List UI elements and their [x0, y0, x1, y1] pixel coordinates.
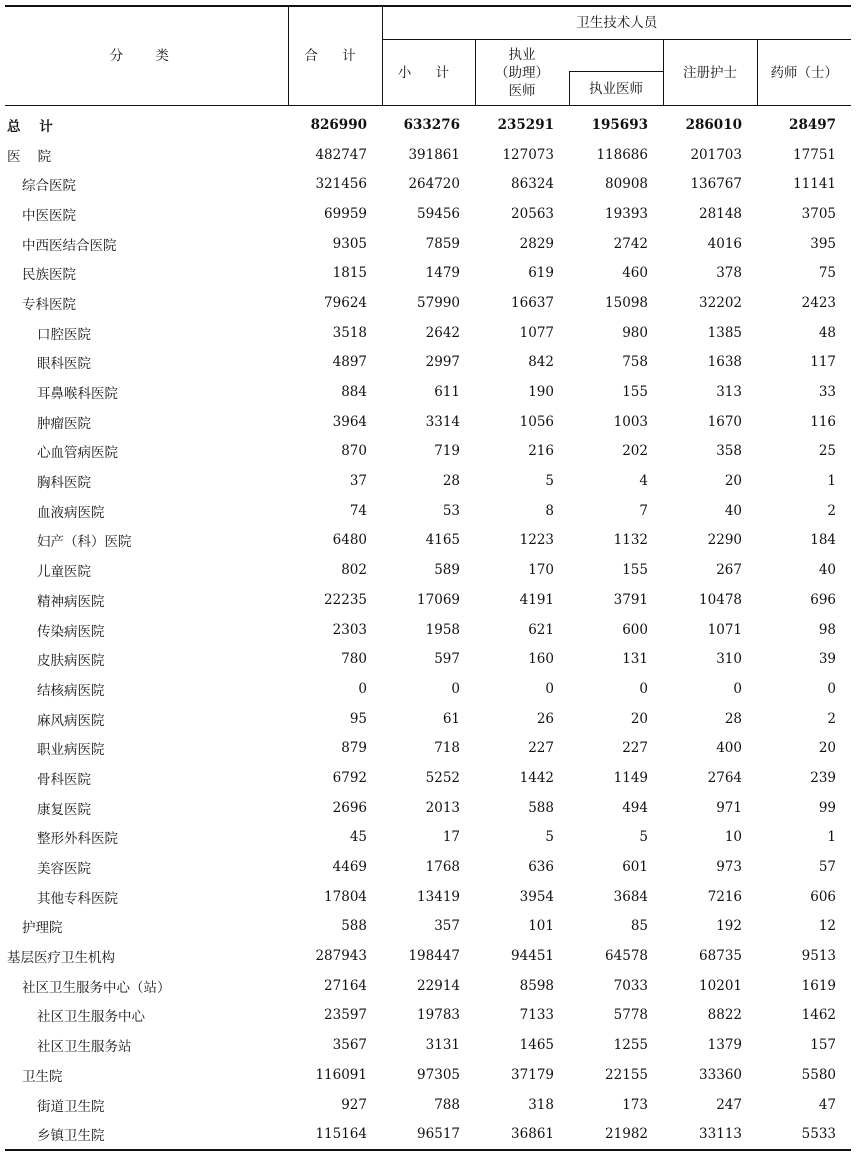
cell-registered-nurse: 40 [724, 502, 742, 519]
table-row [5, 318, 851, 348]
cell-registered-nurse: 8822 [707, 1007, 742, 1024]
cell-practicing-assistant-physician: 86324 [511, 176, 554, 193]
cell-total: 6480 [332, 532, 367, 549]
cell-registered-nurse: 10 [724, 829, 742, 846]
cell-practicing-assistant-physician: 842 [528, 354, 554, 371]
table-row [5, 288, 851, 318]
table-row [5, 1119, 851, 1150]
cell-practicing-physician: 227 [622, 740, 648, 757]
row-label: 社区卫生服务中心（站） [22, 979, 171, 996]
cell-practicing-physician: 155 [622, 562, 648, 579]
cell-total: 37 [349, 473, 367, 490]
cell-practicing-assistant-physician: 26 [536, 710, 554, 727]
cell-subtotal: 0 [451, 680, 460, 697]
cell-practicing-assistant-physician: 5 [545, 829, 554, 846]
cell-total: 884 [341, 384, 367, 401]
table-row [5, 466, 851, 496]
cell-practicing-physician: 1003 [613, 413, 648, 430]
cell-practicing-assistant-physician: 8598 [519, 977, 554, 994]
cell-pharmacist: 47 [818, 1096, 837, 1113]
cell-subtotal: 1958 [425, 621, 460, 638]
cell-practicing-physician: 118686 [596, 146, 648, 163]
cell-pharmacist: 1 [827, 473, 837, 490]
cell-practicing-assistant-physician: 216 [528, 443, 554, 460]
cell-total: 879 [341, 740, 367, 757]
cell-total: 287943 [315, 948, 367, 965]
cell-practicing-physician: 19393 [605, 205, 648, 222]
row-label: 社区卫生服务站 [37, 1039, 132, 1056]
cell-practicing-assistant-physician: 235291 [497, 116, 554, 133]
row-label: 胸科医院 [37, 475, 91, 492]
cell-subtotal: 61 [442, 710, 460, 727]
cell-registered-nurse: 33360 [699, 1066, 742, 1083]
cell-total: 321456 [315, 176, 367, 193]
header-category: 分 类 [5, 6, 288, 106]
cell-practicing-assistant-physician: 8 [545, 502, 554, 519]
table-row [5, 169, 851, 199]
cell-total: 2696 [332, 799, 367, 816]
cell-pharmacist: 2 [827, 710, 837, 727]
cell-practicing-assistant-physician: 127073 [502, 146, 554, 163]
row-label: 卫生院 [22, 1068, 63, 1085]
cell-total: 74 [349, 502, 367, 519]
cell-total: 3964 [332, 413, 367, 430]
cell-practicing-assistant-physician: 170 [528, 562, 554, 579]
header-practicing-assistant [475, 40, 569, 106]
cell-pharmacist: 5533 [757, 1119, 851, 1150]
cell-practicing-physician: 1132 [613, 532, 648, 549]
header-health-tech-staff: 卫生技术人员 [382, 6, 851, 40]
cell-practicing-assistant-physician: 160 [528, 651, 554, 668]
cell-registered-nurse: 313 [716, 384, 742, 401]
cell-pharmacist: 2 [827, 502, 837, 519]
header-pharmacist: 药师（士） [757, 40, 851, 106]
table-row [5, 733, 851, 763]
cell-registered-nurse: 1379 [707, 1037, 742, 1054]
cell-total: 17804 [324, 888, 367, 905]
cell-total: 927 [341, 1096, 367, 1113]
cell-pharmacist: 20 [818, 740, 837, 757]
table-row [5, 1001, 851, 1031]
cell-registered-nurse: 247 [716, 1096, 742, 1113]
cell-total: 4469 [332, 859, 367, 876]
cell-registered-nurse: 68735 [699, 948, 742, 965]
cell-subtotal: 2997 [425, 354, 460, 371]
row-label: 皮肤病医院 [37, 653, 105, 670]
cell-registered-nurse: 267 [716, 562, 742, 579]
cell-total: 588 [341, 918, 367, 935]
cell-practicing-physician: 195693 [591, 116, 648, 133]
cell-practicing-physician: 15098 [605, 294, 648, 311]
cell-pharmacist: 696 [810, 591, 837, 608]
cell-subtotal: 357 [434, 918, 460, 935]
row-label: 民族医院 [22, 267, 76, 284]
cell-registered-nurse: 4016 [707, 235, 742, 252]
cell-subtotal: 5252 [425, 769, 460, 786]
row-label: 基层医疗卫生机构 [7, 950, 115, 967]
cell-registered-nurse: 28148 [699, 205, 742, 222]
cell-practicing-physician: 3791 [613, 591, 648, 608]
table-body [5, 106, 851, 1151]
row-label: 社区卫生服务中心 [37, 1009, 145, 1026]
cell-total: 870 [341, 443, 367, 460]
cell-practicing-physician: 155 [622, 384, 648, 401]
cell-practicing-assistant-physician: 16637 [511, 294, 554, 311]
cell-subtotal: 97305 [417, 1066, 460, 1083]
cell-practicing-assistant-physician: 94451 [511, 948, 554, 965]
cell-registered-nurse: 10478 [699, 591, 742, 608]
row-label: 其他专科医院 [37, 890, 118, 907]
table-row [5, 377, 851, 407]
table-row [5, 1060, 851, 1090]
cell-pharmacist: 99 [818, 799, 837, 816]
cell-pharmacist: 395 [810, 235, 837, 252]
table-row [5, 615, 851, 645]
cell-registered-nurse: 2764 [707, 769, 742, 786]
table-row [5, 348, 851, 378]
cell-registered-nurse: 192 [716, 918, 742, 935]
cell-pharmacist: 239 [810, 769, 837, 786]
table-row [5, 407, 851, 437]
health-staff-table [5, 5, 851, 1151]
cell-practicing-assistant-physician: 3954 [519, 888, 554, 905]
cell-pharmacist: 606 [810, 888, 837, 905]
cell-practicing-assistant-physician: 36861 [475, 1119, 569, 1150]
row-label: 口腔医院 [37, 326, 91, 343]
table-row [5, 704, 851, 734]
cell-subtotal: 391861 [408, 146, 460, 163]
cell-pharmacist: 33 [818, 384, 837, 401]
cell-registered-nurse: 310 [716, 651, 742, 668]
cell-practicing-physician: 2742 [613, 235, 648, 252]
cell-total: 780 [341, 651, 367, 668]
cell-subtotal: 788 [434, 1096, 460, 1113]
row-label: 中医医院 [22, 207, 76, 224]
row-label: 妇产（科）医院 [37, 534, 132, 551]
cell-practicing-physician: 3684 [613, 888, 648, 905]
cell-subtotal: 19783 [417, 1007, 460, 1024]
table-row [5, 258, 851, 288]
cell-practicing-assistant-physician: 1465 [519, 1037, 554, 1054]
table-row [5, 1090, 851, 1120]
header-subtotal: 小 计 [382, 40, 475, 106]
row-label: 麻风病医院 [37, 712, 105, 729]
row-label: 传染病医院 [37, 623, 105, 640]
cell-subtotal: 633276 [403, 116, 460, 133]
cell-practicing-physician: 980 [622, 324, 648, 341]
cell-total: 3567 [332, 1037, 367, 1054]
cell-registered-nurse: 971 [716, 799, 742, 816]
cell-registered-nurse: 358 [716, 443, 742, 460]
row-label: 护理院 [22, 920, 63, 937]
cell-practicing-physician: 5778 [613, 1007, 648, 1024]
cell-total: 1815 [332, 265, 367, 282]
cell-registered-nurse: 1385 [707, 324, 742, 341]
cell-registered-nurse: 33113 [663, 1119, 757, 1150]
cell-total: 27164 [324, 977, 367, 994]
cell-practicing-assistant-physician: 227 [528, 740, 554, 757]
cell-subtotal: 1479 [425, 265, 460, 282]
cell-practicing-physician: 85 [630, 918, 648, 935]
row-label: 血液病医院 [37, 504, 105, 521]
row-label: 总 计 [7, 118, 53, 135]
cell-practicing-assistant-physician: 101 [528, 918, 554, 935]
cell-practicing-assistant-physician: 7133 [519, 1007, 554, 1024]
cell-pharmacist: 3705 [801, 205, 837, 222]
cell-pharmacist: 12 [818, 918, 837, 935]
cell-practicing-physician: 5 [639, 829, 648, 846]
cell-subtotal: 198447 [408, 948, 460, 965]
cell-subtotal: 611 [434, 384, 460, 401]
row-label: 职业病医院 [37, 742, 105, 759]
row-label: 精神病医院 [37, 593, 105, 610]
cell-subtotal: 2642 [425, 324, 460, 341]
table-row [5, 585, 851, 615]
cell-registered-nurse: 378 [716, 265, 742, 282]
cell-practicing-physician: 20 [630, 710, 648, 727]
row-label: 综合医院 [22, 178, 76, 195]
cell-subtotal: 2013 [425, 799, 460, 816]
row-label: 乡镇卫生院 [5, 1119, 288, 1150]
cell-subtotal: 28 [442, 473, 460, 490]
cell-pharmacist: 48 [818, 324, 837, 341]
row-label: 肿瘤医院 [37, 415, 91, 432]
table-row [5, 674, 851, 704]
cell-subtotal: 13419 [417, 888, 460, 905]
cell-subtotal: 589 [434, 562, 460, 579]
cell-pharmacist: 0 [827, 680, 837, 697]
header-practicing-assistant-line2: （助理） [495, 64, 549, 81]
cell-subtotal: 718 [434, 740, 460, 757]
cell-pharmacist: 75 [818, 265, 837, 282]
cell-practicing-assistant-physician: 20563 [511, 205, 554, 222]
row-label: 儿童医院 [37, 564, 91, 581]
cell-practicing-physician: 22155 [605, 1066, 648, 1083]
header-practicing-assistant-line1: 执业 [508, 46, 536, 63]
row-label: 心血管病医院 [37, 445, 118, 462]
cell-pharmacist: 2423 [801, 294, 837, 311]
cell-practicing-physician: 1255 [613, 1037, 648, 1054]
cell-registered-nurse: 2290 [707, 532, 742, 549]
table-row [5, 912, 851, 942]
cell-total: 45 [349, 829, 367, 846]
cell-practicing-assistant-physician: 636 [528, 859, 554, 876]
cell-subtotal: 17 [442, 829, 460, 846]
table-row [5, 763, 851, 793]
cell-pharmacist: 1 [827, 829, 837, 846]
cell-total: 4897 [332, 354, 367, 371]
cell-total: 69959 [324, 205, 367, 222]
cell-practicing-physician: 4 [639, 473, 648, 490]
cell-registered-nurse: 0 [733, 680, 742, 697]
cell-total: 826990 [310, 116, 367, 133]
table-row [5, 1030, 851, 1060]
cell-practicing-physician: 460 [622, 265, 648, 282]
cell-subtotal: 96517 [382, 1119, 475, 1150]
cell-practicing-assistant-physician: 318 [528, 1096, 554, 1113]
cell-practicing-assistant-physician: 1056 [519, 413, 554, 430]
table-row [5, 199, 851, 229]
header-total: 合 计 [288, 6, 382, 106]
cell-registered-nurse: 28 [724, 710, 742, 727]
cell-pharmacist: 116 [810, 413, 837, 430]
cell-pharmacist: 1462 [801, 1007, 837, 1024]
cell-practicing-physician: 1149 [613, 769, 648, 786]
cell-pharmacist: 157 [810, 1037, 837, 1054]
cell-pharmacist: 9513 [801, 948, 837, 965]
row-label: 结核病医院 [37, 682, 105, 699]
cell-pharmacist: 40 [818, 562, 837, 579]
cell-practicing-physician: 600 [622, 621, 648, 638]
cell-pharmacist: 28497 [789, 116, 837, 133]
cell-pharmacist: 184 [810, 532, 837, 549]
cell-practicing-physician: 0 [639, 680, 648, 697]
cell-practicing-physician: 7033 [613, 977, 648, 994]
cell-registered-nurse: 7216 [707, 888, 742, 905]
cell-registered-nurse: 1670 [707, 413, 742, 430]
cell-total: 9305 [332, 235, 367, 252]
cell-subtotal: 1768 [425, 859, 460, 876]
cell-practicing-assistant-physician: 190 [528, 384, 554, 401]
table-row [5, 823, 851, 853]
cell-pharmacist: 1619 [801, 977, 837, 994]
cell-subtotal: 57990 [417, 294, 460, 311]
table-row [5, 140, 851, 170]
row-label: 骨科医院 [37, 771, 91, 788]
cell-subtotal: 597 [434, 651, 460, 668]
table-row [5, 941, 851, 971]
cell-total: 23597 [324, 1007, 367, 1024]
cell-registered-nurse: 973 [716, 859, 742, 876]
cell-practicing-physician: 202 [622, 443, 648, 460]
table-row [5, 526, 851, 556]
cell-pharmacist: 117 [810, 354, 837, 371]
cell-pharmacist: 57 [818, 859, 837, 876]
cell-practicing-physician: 64578 [605, 948, 648, 965]
cell-total: 115164 [288, 1119, 382, 1150]
cell-total: 95 [349, 710, 367, 727]
cell-total: 116091 [315, 1066, 367, 1083]
table-row [5, 555, 851, 585]
cell-registered-nurse: 1071 [707, 621, 742, 638]
cell-pharmacist: 17751 [793, 146, 837, 163]
row-label: 整形外科医院 [37, 831, 118, 848]
cell-pharmacist: 5580 [801, 1066, 837, 1083]
cell-practicing-assistant-physician: 588 [528, 799, 554, 816]
row-label: 街道卫生院 [37, 1098, 105, 1115]
cell-total: 6792 [332, 769, 367, 786]
cell-practicing-assistant-physician: 1442 [519, 769, 554, 786]
cell-registered-nurse: 136767 [690, 176, 742, 193]
cell-total: 22235 [324, 591, 367, 608]
cell-pharmacist: 25 [818, 443, 837, 460]
cell-registered-nurse: 286010 [685, 116, 742, 133]
cell-total: 802 [341, 562, 367, 579]
cell-practicing-physician: 173 [622, 1096, 648, 1113]
cell-practicing-assistant-physician: 621 [528, 621, 554, 638]
table-row [5, 644, 851, 674]
header-practicing-physician: 执业医师 [569, 72, 663, 106]
cell-practicing-assistant-physician: 1077 [519, 324, 554, 341]
cell-subtotal: 3131 [425, 1037, 460, 1054]
cell-practicing-assistant-physician: 2829 [519, 235, 554, 252]
row-label: 康复医院 [37, 801, 91, 818]
cell-pharmacist: 11141 [793, 176, 837, 193]
cell-registered-nurse: 20 [724, 473, 742, 490]
cell-subtotal: 719 [434, 443, 460, 460]
cell-total: 2303 [332, 621, 367, 638]
table-row [5, 793, 851, 823]
cell-subtotal: 22914 [417, 977, 460, 994]
cell-practicing-physician: 601 [622, 859, 648, 876]
cell-pharmacist: 39 [818, 651, 837, 668]
row-label: 中西医结合医院 [22, 237, 117, 254]
cell-pharmacist: 98 [818, 621, 837, 638]
table-row [5, 437, 851, 467]
table-row [5, 882, 851, 912]
cell-practicing-physician: 758 [622, 354, 648, 371]
cell-subtotal: 7859 [425, 235, 460, 252]
cell-subtotal: 59456 [417, 205, 460, 222]
cell-registered-nurse: 400 [716, 740, 742, 757]
cell-practicing-physician: 21982 [569, 1119, 663, 1150]
cell-subtotal: 264720 [408, 176, 460, 193]
cell-practicing-assistant-physician: 4191 [519, 591, 554, 608]
table-row [5, 106, 851, 140]
cell-practicing-assistant-physician: 5 [545, 473, 554, 490]
cell-practicing-physician: 80908 [605, 176, 648, 193]
cell-subtotal: 4165 [425, 532, 460, 549]
table-row [5, 229, 851, 259]
cell-total: 79624 [324, 294, 367, 311]
cell-registered-nurse: 201703 [690, 146, 742, 163]
header-practicing-assistant-line3: 医师 [508, 82, 536, 99]
row-label: 耳鼻喉科医院 [37, 386, 118, 403]
cell-subtotal: 53 [442, 502, 460, 519]
cell-total: 482747 [315, 146, 367, 163]
row-label: 美容医院 [37, 861, 91, 878]
table-row [5, 971, 851, 1001]
cell-subtotal: 3314 [425, 413, 460, 430]
table-row [5, 496, 851, 526]
row-label: 医 院 [7, 148, 52, 165]
cell-subtotal: 17069 [417, 591, 460, 608]
cell-practicing-physician: 131 [622, 651, 648, 668]
cell-practicing-physician: 7 [639, 502, 648, 519]
cell-practicing-assistant-physician: 1223 [519, 532, 554, 549]
cell-total: 3518 [332, 324, 367, 341]
cell-practicing-assistant-physician: 0 [545, 680, 554, 697]
cell-registered-nurse: 1638 [707, 354, 742, 371]
cell-practicing-assistant-physician: 619 [528, 265, 554, 282]
row-label: 眼科医院 [37, 356, 91, 373]
cell-total: 0 [358, 680, 367, 697]
cell-registered-nurse: 32202 [699, 294, 742, 311]
row-label: 专科医院 [22, 296, 76, 313]
table-header [5, 6, 851, 106]
header-registered-nurse: 注册护士 [663, 40, 757, 106]
cell-registered-nurse: 10201 [699, 977, 742, 994]
table-row [5, 852, 851, 882]
cell-practicing-physician: 494 [622, 799, 648, 816]
cell-practicing-assistant-physician: 37179 [511, 1066, 554, 1083]
